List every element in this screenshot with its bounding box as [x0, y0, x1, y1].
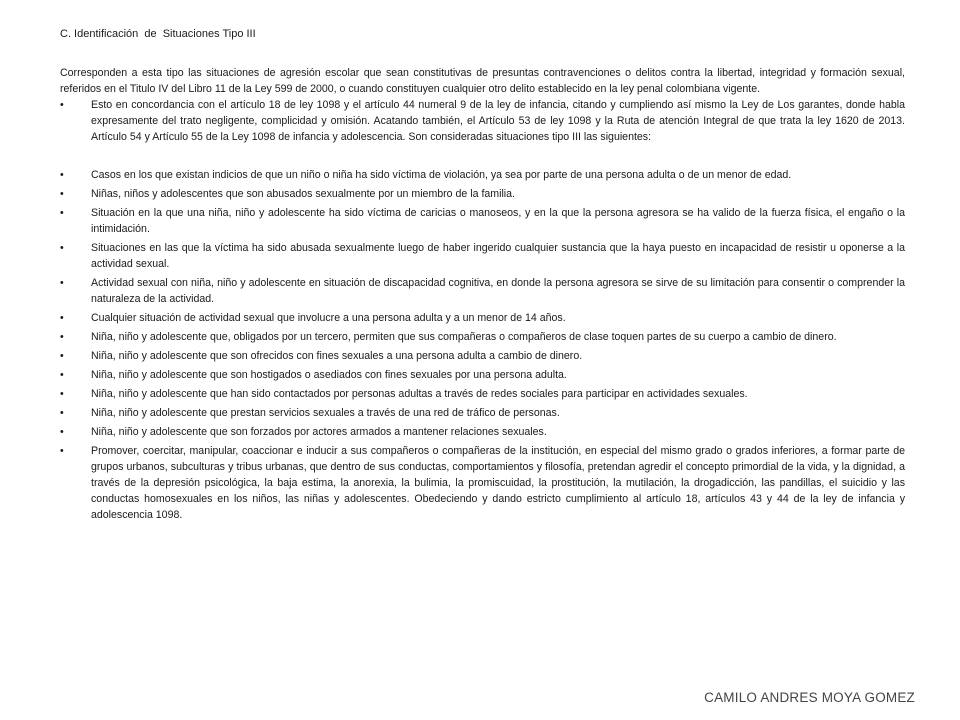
- list-item-text: Casos en los que existan indicios de que un niño o niña ha sido víctima de violación, ya sea por parte de una persona adulta o de un menor de edad.: [91, 169, 792, 181]
- list-item-text: Niña, niño y adolescente que, obligados por un tercero, permiten que sus compañeras o compañeros de clase toquen partes de su cuerpo a cambio de dinero.: [91, 331, 837, 343]
- bullet-icon: •: [60, 312, 64, 324]
- bullet-icon: •: [60, 242, 64, 254]
- situations-list: [60, 97, 905, 523]
- bullet-icon: •: [60, 388, 64, 400]
- footer-author: CAMILO ANDRES MOYA GOMEZ: [704, 690, 915, 705]
- list-item: [60, 240, 905, 272]
- bullet-icon: •: [60, 188, 64, 200]
- list-item-text: Cualquier situación de actividad sexual que involucre a una persona adulta y a un menor de 14 años.: [91, 312, 566, 324]
- bullet-icon: •: [60, 169, 64, 181]
- list-item-text: Esto en concordancia con el artículo 18 de ley 1098 y el artículo 44 numeral 9 de la ley de infancia, citando y cumpliendo así mismo la Ley de Los garantes, donde habla expresamente del trato negligente, complicidad y omisión. Acatando también, el Artículo 53 de ley 1098 y la Ruta de atención Integral de que trata la ley 1620 de 2013. Artículo 54 y Artículo 55 de la Ley 1098 de infancia y adolescencia. Son consideradas situaciones tipo III las siguientes:: [91, 99, 905, 143]
- list-item: [60, 348, 905, 364]
- list-item-text: Niña, niño y adolescente que son hostigados o asediados con fines sexuales por una persona adulta.: [91, 369, 567, 381]
- list-item: [60, 275, 905, 307]
- intro-paragraph: Corresponden a esta tipo las situaciones de agresión escolar que sean constitutivas de presuntas contravenciones o delitos contra la libertad, integridad y formación sexual, referidos en el Titulo IV del Libro 11 de la Ley 599 de 2000, o cuando constituyen cualquier otro delito establecido en la ley penal colombiana vigente.: [60, 67, 905, 95]
- document-body: [60, 65, 905, 526]
- bullet-icon: •: [60, 331, 64, 343]
- list-item-text: Niña, niño y adolescente que han sido contactados por personas adultas a través de redes sociales para participar en actividades sexuales.: [91, 388, 748, 400]
- section-heading: C. Identificación de Situaciones Tipo III: [60, 28, 256, 40]
- list-item-text: Situación en la que una niña, niño y adolescente ha sido víctima de caricias o manoseos, y en la que la persona agresora se ha valido de la fuerza física, el engaño o la intimidación.: [91, 207, 905, 235]
- bullet-icon: •: [60, 407, 64, 419]
- list-item: [60, 329, 905, 345]
- list-item-text: Niñas, niños y adolescentes que son abusados sexualmente por un miembro de la familia.: [91, 188, 515, 200]
- list-item: [60, 186, 905, 202]
- list-item: [60, 367, 905, 383]
- bullet-icon: •: [60, 207, 64, 219]
- list-item: [60, 205, 905, 237]
- bullet-icon: •: [60, 350, 64, 362]
- list-item: [60, 424, 905, 440]
- list-item-text: Situaciones en las que la víctima ha sido abusada sexualmente luego de haber ingerido cualquier sustancia que la haya puesto en incapacidad de resistir u oponerse a la actividad sexual.: [91, 242, 905, 270]
- list-item-text: Actividad sexual con niña, niño y adolescente en situación de discapacidad cognitiva, en donde la persona agresora se sirve de su limitación para consentir o comprender la naturaleza de la actividad.: [91, 277, 905, 305]
- list-item: [60, 443, 905, 523]
- list-item: [60, 405, 905, 421]
- list-item: [60, 310, 905, 326]
- bullet-icon: •: [60, 426, 64, 438]
- list-item: [60, 386, 905, 402]
- bullet-icon: •: [60, 277, 64, 289]
- list-item-text: Niña, niño y adolescente que prestan servicios sexuales a través de una red de tráfico de personas.: [91, 407, 560, 419]
- bullet-icon: •: [60, 99, 64, 111]
- bullet-icon: •: [60, 369, 64, 381]
- list-item: [60, 167, 905, 183]
- list-item-text: Promover, coercitar, manipular, coaccionar e inducir a sus compañeros o compañeras de la institución, en especial del mismo grado o grados inferiores, a formar parte de grupos urbanos, subculturas y tribus urbanas, que dentro de sus conductas, comportamientos y filosofía, pretendan agredir el concepto primordial de la vida, y la dignidad, a través de la depresión psicológica, la baja estima, la anorexia, la bulimia, la promiscuidad, la prostitución, la mutilación, la drogadicción, las pandillas, el suicidio y las conductas homosexuales en los niños, las niñas y adolescentes. Obedeciendo y dando estricto cumplimiento al artículo 18, artículos 43 y 44 de la ley de infancia y adolescencia 1098.: [91, 445, 905, 521]
- list-item-text: Niña, niño y adolescente que son ofrecidos con fines sexuales a una persona adulta a cambio de dinero.: [91, 350, 583, 362]
- list-item-text: Niña, niño y adolescente que son forzados por actores armados a mantener relaciones sexuales.: [91, 426, 547, 438]
- list-item: [60, 97, 905, 145]
- bullet-icon: •: [60, 445, 64, 457]
